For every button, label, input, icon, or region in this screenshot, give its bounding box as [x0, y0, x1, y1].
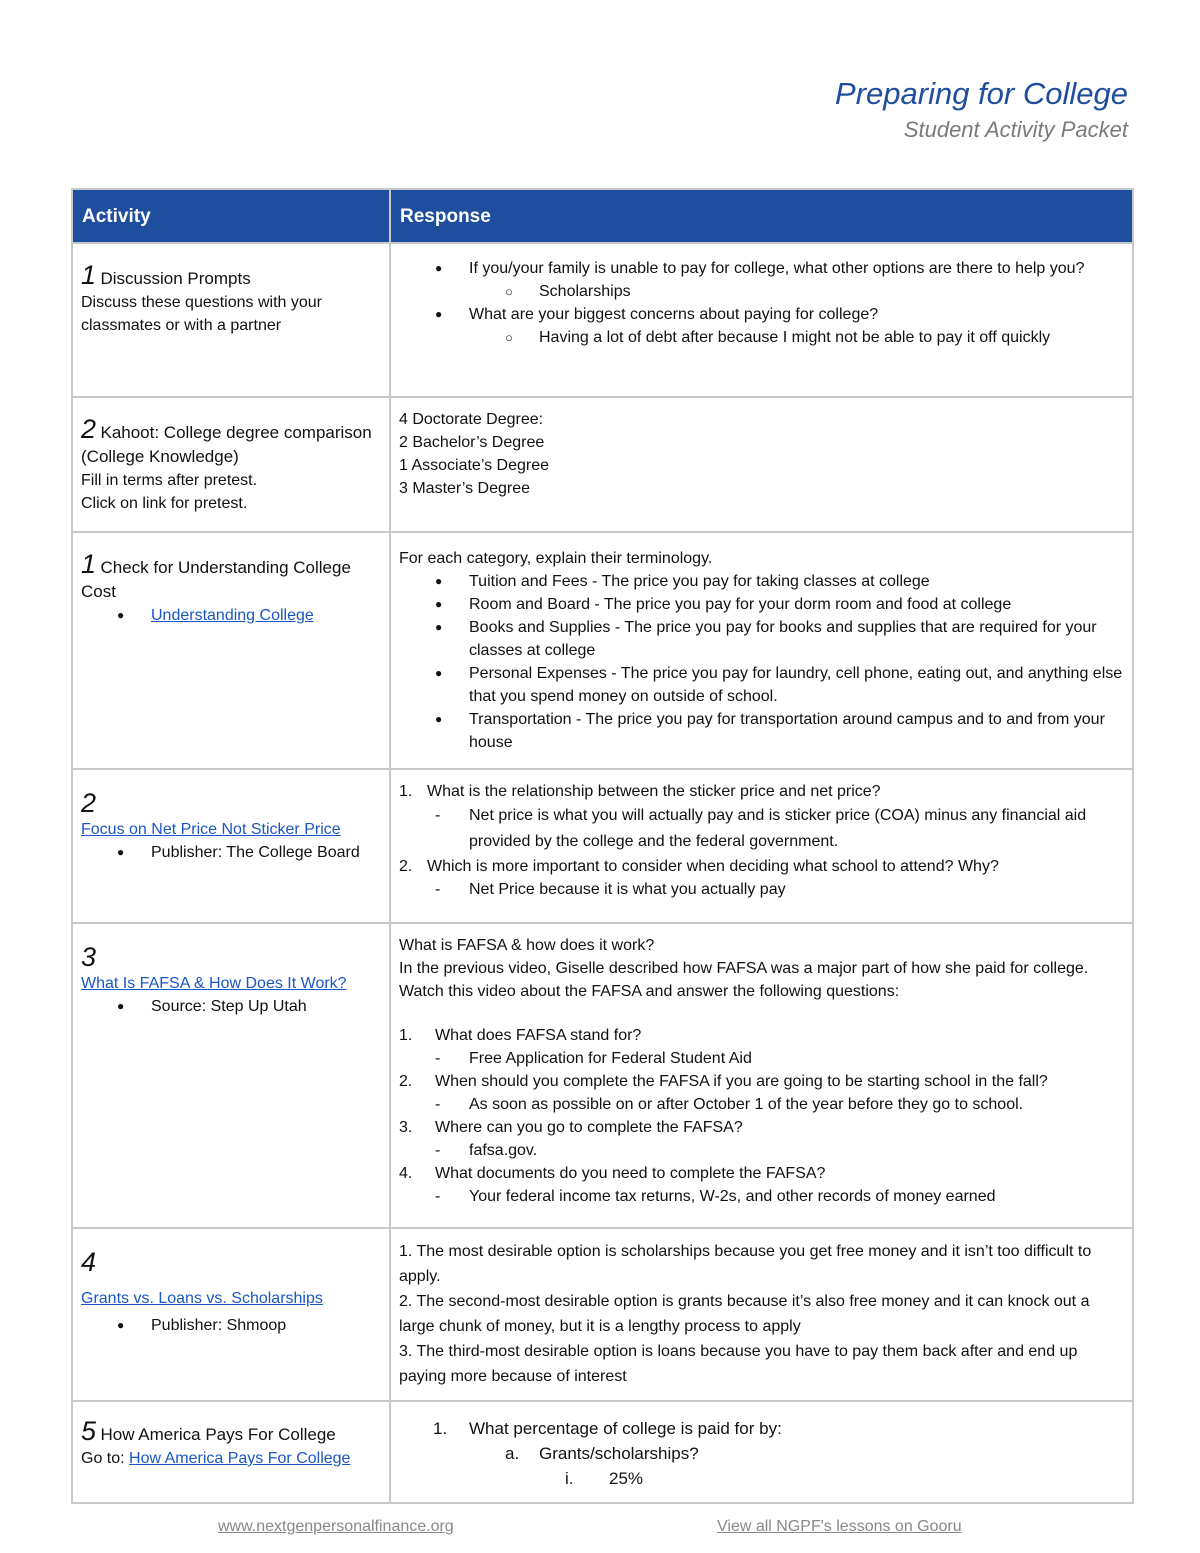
answer-text: - Your federal income tax returns, W-2s, and other records of money earned — [399, 1185, 1124, 1208]
question-text: What documents do you need to complete the FAFSA? — [435, 1165, 826, 1182]
response-line: 3 Master’s Degree — [399, 480, 531, 497]
list-item: ● Personal Expenses - The price you pay for laundry, cell phone, eating out, and anything else that you spend money on outside of school. — [399, 662, 1124, 708]
ngpf-website-link[interactable]: www.nextgenpersonalfinance.org — [218, 1518, 454, 1535]
activity-cell — [72, 397, 390, 532]
response-cell — [390, 923, 1133, 1228]
activity-cell — [72, 923, 390, 1228]
response-cell — [390, 243, 1133, 397]
list-item: ○ Having a lot of debt after because I might not be able to pay it off quickly — [399, 326, 1124, 349]
publisher-item: ● Publisher: The College Board — [81, 841, 381, 864]
response-cell — [390, 1401, 1133, 1503]
response-line: 1 Associate’s Degree — [399, 457, 550, 474]
activity-cell — [72, 769, 390, 923]
response-intro: For each category, explain their terminology. — [399, 550, 713, 567]
list-item: ● Books and Supplies - The price you pay for books and supplies that are required for your classes at college — [399, 616, 1124, 662]
activity-cell — [72, 1401, 390, 1503]
activity-number: 5 — [81, 1416, 97, 1446]
list-number: 4. — [399, 1165, 413, 1182]
question-text: Which is more important to consider when deciding what school to attend? Why? — [427, 858, 999, 875]
activity-instruction: Click on link for pretest. — [81, 495, 248, 512]
source-item: ● Source: Step Up Utah — [81, 995, 381, 1018]
answer-text: - Net price is what you will actually pay and is sticker price (COA) minus any financial aid provided by the college and the federal government. — [399, 803, 1124, 855]
response-cell — [390, 397, 1133, 532]
response-line: 4 Doctorate Degree: — [399, 411, 544, 428]
understanding-college-link[interactable]: Understanding College — [151, 607, 314, 624]
activity-title: Discussion Prompts — [100, 269, 251, 288]
question-text: When should you complete the FAFSA if you are going to be starting school in the fall? — [435, 1073, 1048, 1090]
list-number: 1. — [399, 1027, 413, 1044]
answer-text: - fafsa.gov. — [399, 1139, 1124, 1162]
list-number: 3. — [399, 1119, 413, 1136]
response-cell — [390, 1228, 1133, 1401]
activity-number: 2 — [81, 788, 97, 818]
activity-cell — [72, 532, 390, 769]
activity-title: Kahoot: College degree comparison (College Knowledge) — [81, 423, 372, 466]
list-item: ● Tuition and Fees - The price you pay for taking classes at college — [399, 570, 1124, 593]
sub-question-text: Grants/scholarships? — [539, 1444, 699, 1463]
page-subtitle: Student Activity Packet — [903, 117, 1128, 142]
response-paragraph: 1. The most desirable option is scholarships because you get free money and it isn’t too difficult to apply. — [399, 1243, 1092, 1285]
activity-instruction: Fill in terms after pretest. — [81, 472, 258, 489]
activity-number: 1 — [81, 260, 97, 290]
activity-title: How America Pays For College — [100, 1425, 336, 1444]
activity-number: 3 — [81, 942, 97, 972]
answer-text: - Net Price because it is what you actually pay — [399, 878, 1124, 901]
activity-table — [71, 188, 1134, 1504]
table-row — [72, 243, 1133, 397]
response-heading: What is FAFSA & how does it work? — [399, 937, 655, 954]
table-row — [72, 923, 1133, 1228]
table-row — [72, 532, 1133, 769]
table-row — [72, 397, 1133, 532]
column-header-activity: Activity — [72, 189, 390, 243]
activity-cell — [72, 243, 390, 397]
activity-cell — [72, 1228, 390, 1401]
table-row — [72, 1228, 1133, 1401]
net-price-link[interactable]: Focus on Net Price Not Sticker Price — [81, 821, 341, 838]
activity-number: 2 — [81, 414, 97, 444]
response-intro: In the previous video, Giselle described how FAFSA was a major part of how she paid for college. Watch this video about the FAFSA and answer the following questions: — [399, 960, 1089, 1000]
list-number: 2. — [399, 858, 413, 875]
list-number: 2. — [399, 1073, 413, 1090]
answer-text: - As soon as possible on or after October 1 of the year before they go to school. — [399, 1093, 1124, 1116]
page-header — [835, 76, 1128, 144]
answer-value: 25% — [609, 1469, 644, 1488]
list-item: ○ Scholarships — [399, 280, 1124, 303]
response-paragraph: 3. The third-most desirable option is loans because you have to pay them back after and end up paying more because of interest — [399, 1343, 1078, 1385]
gooru-lessons-link[interactable]: View all NGPF's lessons on Gooru — [717, 1518, 962, 1535]
page-title: Preparing for College — [835, 76, 1128, 111]
list-number: 1. — [433, 1419, 448, 1438]
response-paragraph: 2. The second-most desirable option is grants because it’s also free money and it can knock out a large chunk of money, but it is a lengthy process to apply — [399, 1293, 1090, 1335]
list-number: 1. — [399, 783, 413, 800]
activity-number: 4 — [81, 1247, 97, 1277]
how-america-pays-link[interactable]: How America Pays For College — [129, 1450, 351, 1467]
response-line: 2 Bachelor’s Degree — [399, 434, 545, 451]
list-item: ● What are your biggest concerns about paying for college? — [399, 303, 1124, 326]
column-header-response: Response — [390, 189, 1133, 243]
publisher-item: ● Publisher: Shmoop — [81, 1314, 381, 1337]
list-item: ● If you/your family is unable to pay for college, what other options are there to help you? — [399, 257, 1124, 280]
table-header-row — [72, 189, 1133, 243]
activity-description: Discuss these questions with your classmates or with a partner — [81, 294, 322, 334]
question-text: What is the relationship between the sticker price and net price? — [427, 783, 881, 800]
goto-label: Go to: — [81, 1450, 125, 1467]
answer-text: - Free Application for Federal Student Aid — [399, 1047, 1124, 1070]
activity-title: Check for Understanding College Cost — [81, 558, 351, 601]
response-cell — [390, 769, 1133, 923]
question-text: What does FAFSA stand for? — [435, 1027, 642, 1044]
question-text: Where can you go to complete the FAFSA? — [435, 1119, 743, 1136]
list-roman: i. — [565, 1469, 574, 1488]
question-text: What percentage of college is paid for by: — [469, 1419, 782, 1438]
list-letter: a. — [505, 1444, 520, 1463]
list-item: ● Room and Board - The price you pay for your dorm room and food at college — [399, 593, 1124, 616]
response-cell — [390, 532, 1133, 769]
fafsa-link[interactable]: What Is FAFSA & How Does It Work? — [81, 975, 347, 992]
table-row — [72, 1401, 1133, 1503]
activity-number: 1 — [81, 549, 97, 579]
grants-loans-scholarships-link[interactable]: Grants vs. Loans vs. Scholarships — [81, 1290, 323, 1307]
list-item: ● Transportation - The price you pay for transportation around campus and to and from your house — [399, 708, 1124, 754]
table-row — [72, 769, 1133, 923]
